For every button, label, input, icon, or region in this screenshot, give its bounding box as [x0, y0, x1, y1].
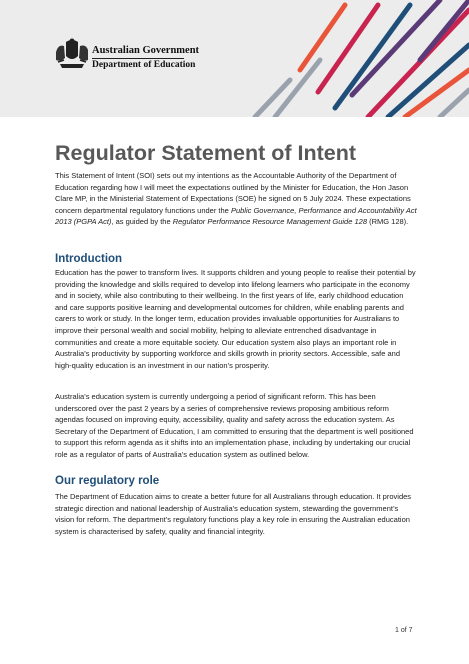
intro-text-part3: (RMG 128). — [367, 217, 409, 227]
decorative-stripe — [440, 90, 469, 117]
logo-government-name: Australian Government — [92, 45, 200, 56]
decorative-stripe — [255, 80, 290, 117]
header-band — [0, 0, 469, 117]
introduction-paragraph-2: Australia’s education system is currently undergoing a period of significant reform. This has been underscored over the past 2 years by a series of comprehensive reviews proposing ambitious reform agendas focused on improving equity, accessibility, quality and safety across the education system. As Secretary of the Department of Education, I am committed to ensuring that the department is well positioned to support this reform agenda as it shifts into an implementation phase, including by undertaking our crucial role as a regulator of parts of Australia’s education system as outlined below. — [55, 392, 414, 459]
intro-text-part2: , as guided by the — [111, 217, 173, 227]
intro-act-name: Public Governance, Performance and Accountability Act 2013 (PGPA Act) — [55, 205, 417, 227]
intro-text-part1: This Statement of Intent (SOI) sets out my intentions as the Accountable Authority of the Department of Education regarding how I will meet the expectations outlined by the Minister for Education, the Hon Jason Clare MP, in the Ministerial Statement of Expectations (SOE) he signed on 5 July 2024. These expectations concern departmental regulatory functions under the — [55, 171, 411, 215]
introduction-heading: Introduction — [55, 253, 123, 265]
logo-divider — [92, 58, 184, 59]
regulatory-role-paragraph: The Department of Education aims to create a better future for all Australians through education. It provides strategic direction and national leadership of Australia’s education system, stewarding the government’s vision for reform. The department’s regulatory functions play a key role in ensuring the Australian education system is characterised by safety, quality and financial integrity. — [55, 492, 412, 536]
introduction-paragraph-1: Education has the power to transform lives. It supports children and young people to realise their potential by providing the knowledge and skills required to develop into lifelong learners who participate in the economy and in society, while also contributing to their wellbeing. In the first years of life, early childhood education and care supports positive learning and developmental outcomes for children, while enabling parents and carers to work or study. In the longer term, education provides invaluable opportunities for Australians to improve their personal wealth and social mobility, helping to alleviate entrenched disadvantage in communities and create a more equitable society. Our education system also plays an important role in Australia’s productivity by supporting workforce and skills growth in priority sectors. Accessible, safe and high-quality education is an investment in our nation’s prosperity. — [55, 268, 416, 370]
government-logo — [92, 45, 199, 71]
coat-of-arms-icon — [52, 38, 92, 72]
regulatory-role-heading: Our regulatory role — [55, 475, 160, 487]
page-title: Regulator Statement of Intent — [55, 141, 357, 165]
intro-paragraph — [55, 170, 417, 228]
logo-department-name: Department of Education — [92, 60, 196, 70]
decorative-stripe — [335, 5, 410, 108]
page-number: 1 of 7 — [395, 627, 413, 634]
intro-guide-name: Regulator Performance Resource Management Guide 128 — [172, 217, 367, 227]
